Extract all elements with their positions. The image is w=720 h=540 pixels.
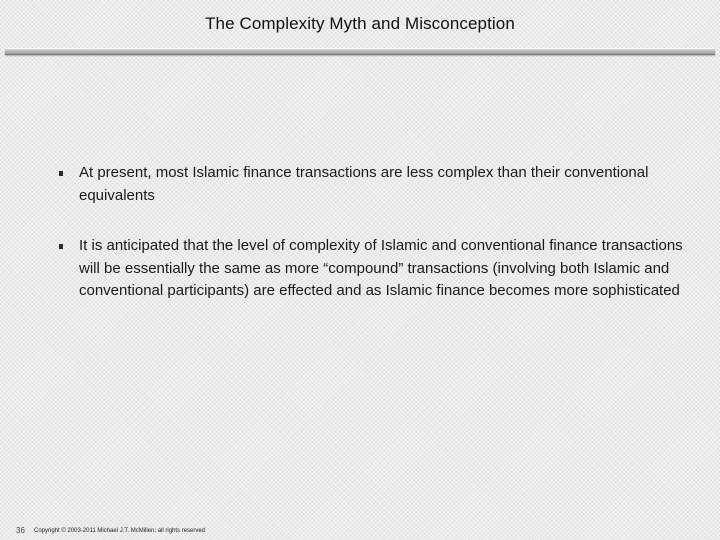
slide-title: The Complexity Myth and Misconception [205,14,515,33]
bullet-text: It is anticipated that the level of complexity of Islamic and conventional finance transactions will be essentially the same as more “compound” transactions (involving both Islamic and conventional participants) are effected and as Islamic finance becomes more sophisticated [79,237,683,299]
copyright-notice: Copyright © 2003-2011 Michael J.T. McMillen; all rights reserved [34,528,206,534]
square-bullet-icon [59,244,63,249]
bullet-text: At present, most Islamic finance transactions are less complex than their conventional equivalents [79,164,649,204]
square-bullet-icon [59,171,63,176]
title-divider [5,48,715,55]
page-number: 36 [16,526,25,535]
